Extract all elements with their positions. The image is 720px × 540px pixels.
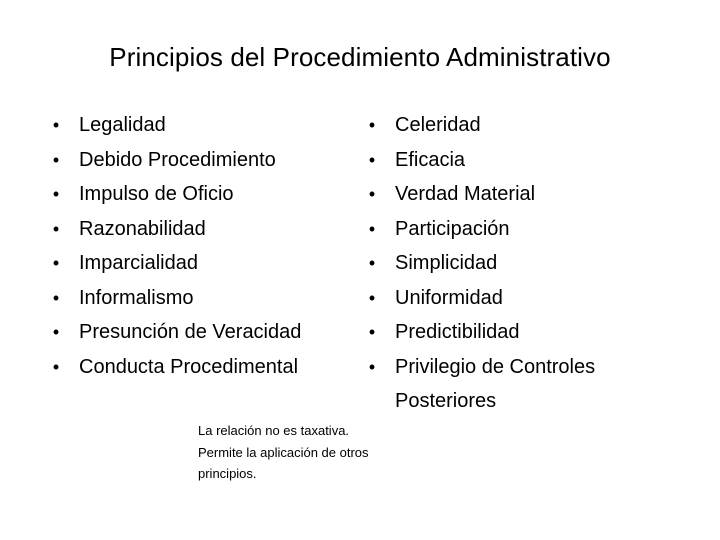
list-item (366, 108, 666, 143)
bullet-icon: • (368, 322, 376, 342)
bullet-icon: • (368, 184, 376, 204)
list-item (50, 143, 350, 178)
list-item-text: Legalidad (79, 114, 166, 136)
list-item-text: Conducta Procedimental (79, 355, 299, 378)
list-item-text: Privilegio de Controles Posteriores (395, 355, 596, 412)
bullet-icon: • (368, 253, 376, 273)
list-item-text: Verdad Material (395, 183, 536, 205)
list-item-text: Uniformidad (395, 286, 503, 309)
bullet-icon: • (52, 287, 60, 308)
slide-title: Principios del Procedimiento Administrativo (109, 42, 611, 72)
bullet-icon: • (368, 115, 376, 135)
list-item-text: Impulso de Oficio (79, 183, 234, 205)
list-item (366, 212, 666, 247)
list-item-text: Debido Procedimiento (79, 148, 276, 171)
list-item-text: Informalismo (79, 286, 194, 309)
list-item (50, 212, 350, 247)
list-item (50, 108, 350, 143)
bullet-icon: • (52, 184, 60, 204)
list-item (50, 246, 350, 281)
list-item-text: Predictibilidad (395, 321, 520, 343)
list-item (50, 315, 350, 350)
bullet-icon: • (368, 149, 376, 170)
bullet-icon: • (52, 253, 60, 273)
list-item (366, 350, 666, 419)
list-item-text: Eficacia (395, 148, 466, 171)
bullet-icon: • (52, 322, 60, 342)
right-principles-list (366, 108, 666, 419)
note-block (198, 420, 448, 485)
list-item-text: Presunción de Veracidad (79, 321, 302, 343)
note-line: La relación no es taxativa. (198, 423, 350, 438)
list-item (50, 350, 350, 385)
list-item-text: Simplicidad (395, 252, 498, 274)
note-line: Permite la aplicación de otros (198, 444, 369, 460)
list-item (366, 177, 666, 212)
bullet-icon: • (52, 356, 60, 377)
bullet-icon: • (52, 115, 60, 135)
list-item-text: Razonabilidad (79, 217, 206, 240)
list-item (366, 281, 666, 316)
list-item-text: Celeridad (395, 114, 481, 136)
bullet-icon: • (52, 149, 60, 170)
list-item (50, 177, 350, 212)
left-principles-list (50, 108, 350, 384)
bullet-icon: • (52, 218, 60, 239)
list-item-text: Imparcialidad (79, 252, 198, 274)
list-item-text: Participación (395, 217, 510, 240)
list-item (366, 315, 666, 350)
note-line: principios. (198, 466, 257, 481)
list-item (366, 143, 666, 178)
bullet-icon: • (368, 356, 376, 377)
bullet-icon: • (368, 287, 376, 308)
list-item (366, 246, 666, 281)
bullet-icon: • (368, 218, 376, 239)
list-item (50, 281, 350, 316)
